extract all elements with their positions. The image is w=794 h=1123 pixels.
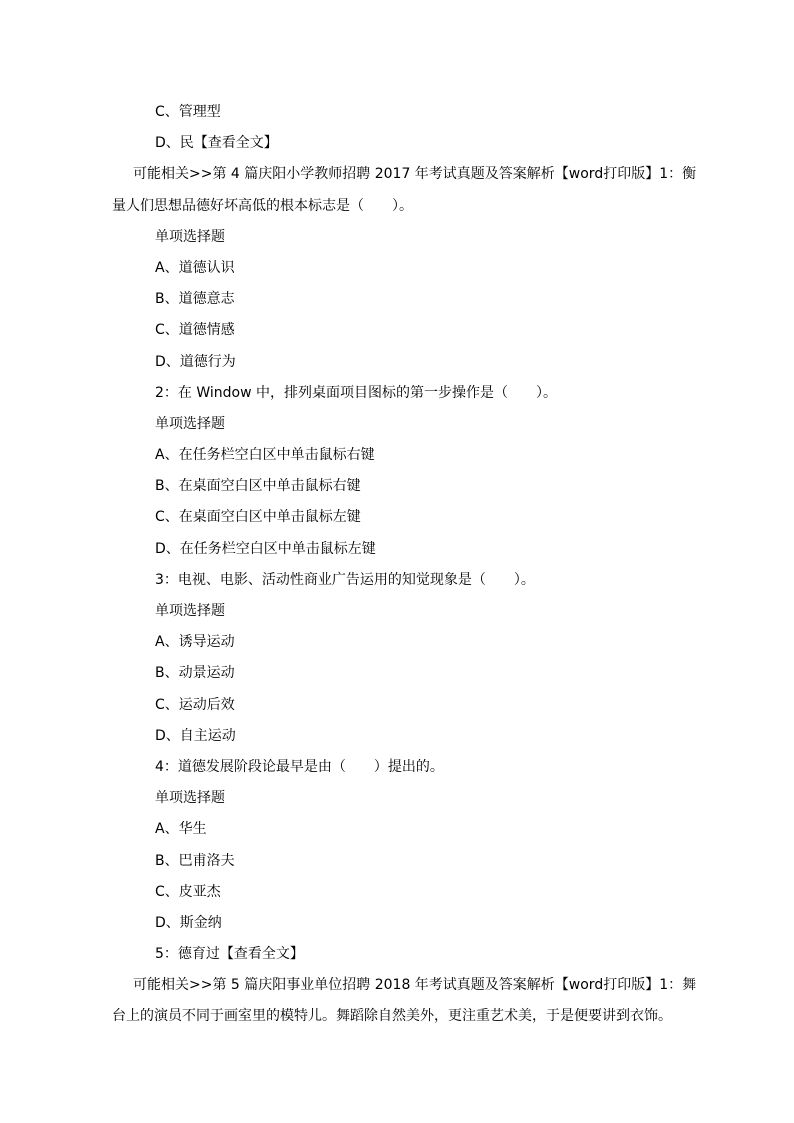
line-text: D、民 xyxy=(155,135,194,152)
text-line xyxy=(0,690,794,721)
line-text: 单项选择题 xyxy=(155,415,225,432)
line-text: D、斯金纳 xyxy=(155,914,222,931)
text-line xyxy=(0,877,794,908)
text-line xyxy=(0,846,794,877)
text-line xyxy=(0,939,794,970)
line-text: C、道德情感 xyxy=(155,322,235,339)
line-text: 单项选择题 xyxy=(155,790,225,807)
paragraph-line xyxy=(0,970,794,1001)
line-text: B、巴甫洛夫 xyxy=(155,852,235,869)
line-text: D、自主运动 xyxy=(155,727,236,744)
view-full-text-link[interactable]: 【查看全文】 xyxy=(193,135,278,152)
line-text: 量人们思想品德好坏高低的根本标志是（ ）。 xyxy=(112,197,413,214)
line-text: 单项选择题 xyxy=(155,603,225,619)
line-text: B、动景运动 xyxy=(155,665,235,682)
text-line xyxy=(0,315,794,346)
text-line xyxy=(0,783,794,814)
text-line xyxy=(0,97,794,128)
text-line xyxy=(0,908,794,939)
text-line xyxy=(0,347,794,378)
text-line xyxy=(0,752,794,783)
line-text: D、道德行为 xyxy=(155,353,236,370)
text-line xyxy=(0,471,794,502)
view-full-text-link[interactable]: 【查看全文】 xyxy=(219,946,304,963)
text-line xyxy=(0,627,794,658)
text-line xyxy=(0,128,794,159)
text-line xyxy=(0,721,794,752)
line-text: 可能相关>>第 5 篇庆阳事业单位招聘 2018 年考试真题及答案解析【word打印版】1：舞 xyxy=(133,977,697,994)
line-text: 4：道德发展阶段论最早是由（ ）提出的。 xyxy=(155,758,444,775)
line-text: C、运动后效 xyxy=(155,696,235,713)
text-line xyxy=(0,409,794,440)
text-line xyxy=(0,222,794,253)
paragraph-line xyxy=(0,1001,794,1032)
paragraph-line xyxy=(0,159,794,190)
text-line xyxy=(0,596,794,627)
line-text: A、道德认识 xyxy=(155,259,235,276)
line-text: 2：在 Window 中，排列桌面项目图标的第一步操作是（ ）。 xyxy=(155,384,558,401)
line-text: B、在桌面空白区中单击鼠标右键 xyxy=(155,478,361,495)
line-text: 单项选择题 xyxy=(155,228,225,245)
paragraph-line xyxy=(0,191,794,222)
text-line xyxy=(0,253,794,284)
line-text: A、在任务栏空白区中单击鼠标右键 xyxy=(155,447,375,464)
text-line xyxy=(0,534,794,565)
line-text: D、在任务栏空白区中单击鼠标左键 xyxy=(155,540,376,557)
line-text: B、道德意志 xyxy=(155,291,235,308)
text-line xyxy=(0,378,794,409)
text-line xyxy=(0,565,794,596)
text-line xyxy=(0,284,794,315)
line-text: 3：电视、电影、活动性商业广告运用的知觉现象是（ ）。 xyxy=(155,571,535,588)
line-text: A、华生 xyxy=(155,821,207,838)
text-line xyxy=(0,440,794,471)
text-line xyxy=(0,502,794,533)
line-text: C、管理型 xyxy=(155,104,221,120)
text-line xyxy=(0,658,794,689)
line-text: C、在桌面空白区中单击鼠标左键 xyxy=(155,509,361,526)
line-text: C、皮亚杰 xyxy=(155,883,221,900)
line-text: 可能相关>>第 4 篇庆阳小学教师招聘 2017 年考试真题及答案解析【word打印版】1：衡 xyxy=(133,166,697,183)
document-body xyxy=(0,97,794,1033)
text-line xyxy=(0,814,794,845)
line-text: 台上的演员不同于画室里的模特儿。舞蹈除自然美外，更注重艺术美，于是便要讲到衣饰。 xyxy=(112,1008,672,1025)
line-text: 5：德育过 xyxy=(155,946,220,963)
line-text: A、诱导运动 xyxy=(155,634,235,651)
